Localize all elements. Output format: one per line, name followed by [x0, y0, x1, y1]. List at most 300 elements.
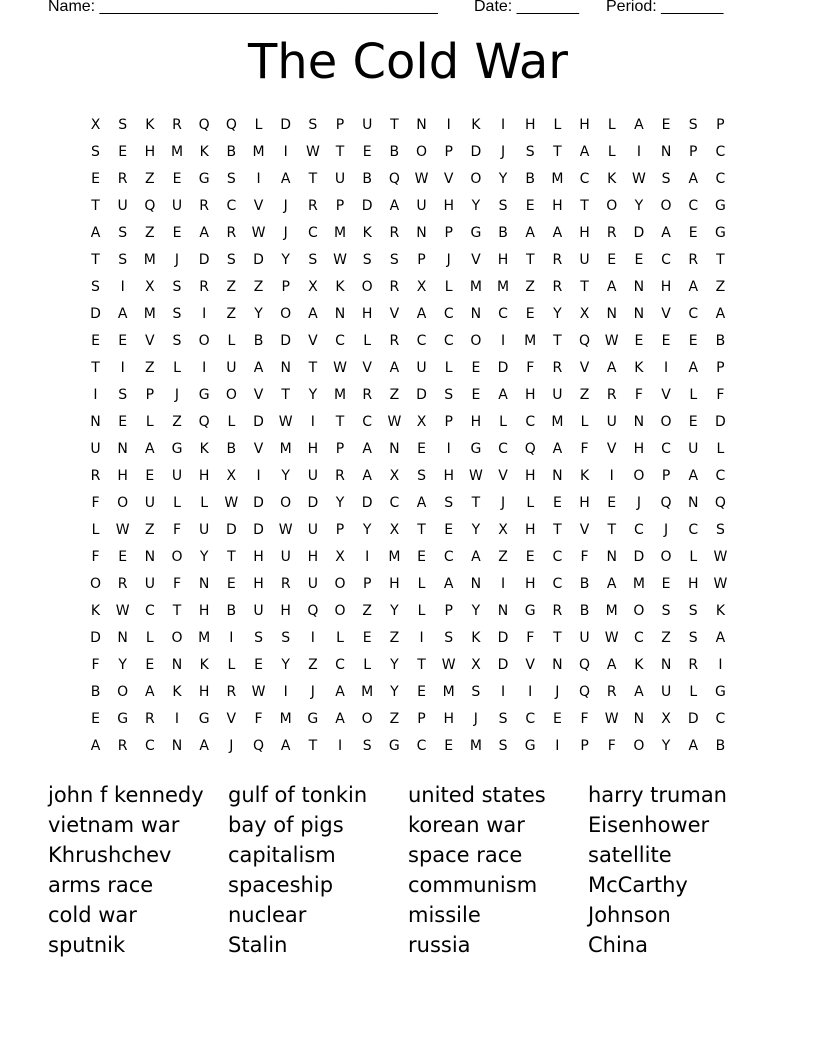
- grid-letter[interactable]: M: [632, 576, 645, 592]
- grid-letter[interactable]: O: [171, 549, 183, 565]
- grid-letter[interactable]: B: [715, 738, 726, 754]
- grid-letter[interactable]: P: [661, 468, 671, 484]
- grid-letter[interactable]: A: [715, 306, 726, 322]
- grid-letter[interactable]: E: [634, 252, 644, 268]
- grid-letter[interactable]: A: [606, 279, 617, 295]
- grid-letter[interactable]: M: [605, 603, 618, 619]
- grid-letter[interactable]: D: [633, 225, 645, 241]
- grid-letter[interactable]: K: [715, 603, 725, 619]
- grid-letter[interactable]: A: [688, 360, 699, 376]
- grid-letter[interactable]: E: [552, 711, 562, 727]
- grid-letter[interactable]: D: [253, 414, 264, 430]
- grid-letter[interactable]: I: [310, 414, 315, 430]
- grid-letter[interactable]: L: [689, 387, 698, 403]
- grid-letter[interactable]: A: [443, 576, 454, 592]
- grid-letter[interactable]: C: [389, 495, 400, 511]
- grid-letter[interactable]: G: [470, 441, 482, 457]
- grid-letter[interactable]: I: [528, 684, 533, 700]
- grid-letter[interactable]: D: [253, 252, 264, 268]
- grid-letter[interactable]: B: [389, 144, 400, 160]
- grid-letter[interactable]: S: [91, 279, 100, 295]
- grid-letter[interactable]: N: [687, 495, 699, 511]
- grid-letter[interactable]: W: [441, 657, 456, 673]
- grid-letter[interactable]: Y: [471, 522, 481, 538]
- grid-letter[interactable]: N: [633, 306, 645, 322]
- grid-letter[interactable]: Y: [281, 252, 290, 268]
- grid-letter[interactable]: N: [633, 279, 645, 295]
- grid-letter[interactable]: W: [278, 414, 293, 430]
- grid-letter[interactable]: J: [500, 144, 506, 160]
- grid-letter[interactable]: O: [606, 198, 618, 214]
- grid-letter[interactable]: C: [498, 441, 508, 457]
- grid-letter[interactable]: H: [280, 603, 291, 619]
- grid-letter[interactable]: Y: [553, 306, 562, 322]
- grid-letter[interactable]: J: [636, 495, 641, 511]
- grid-letter[interactable]: K: [579, 468, 590, 484]
- grid-letter[interactable]: K: [471, 630, 481, 646]
- grid-letter[interactable]: W: [305, 144, 320, 160]
- grid-letter[interactable]: X: [389, 522, 400, 538]
- grid-letter[interactable]: C: [443, 306, 454, 322]
- grid-letter[interactable]: Y: [254, 306, 263, 322]
- grid-letter[interactable]: Y: [661, 738, 671, 754]
- grid-letter[interactable]: D: [253, 495, 264, 511]
- grid-letter[interactable]: S: [91, 144, 100, 160]
- grid-letter[interactable]: S: [389, 252, 399, 268]
- grid-letter[interactable]: U: [280, 549, 291, 565]
- grid-letter[interactable]: E: [471, 360, 481, 376]
- grid-letter[interactable]: W: [713, 549, 728, 565]
- grid-letter[interactable]: L: [363, 657, 372, 673]
- grid-letter[interactable]: L: [145, 414, 154, 430]
- grid-letter[interactable]: N: [198, 576, 210, 592]
- grid-letter[interactable]: Y: [471, 198, 481, 214]
- grid-letter[interactable]: W: [224, 495, 239, 511]
- grid-letter[interactable]: A: [552, 225, 563, 241]
- grid-letter[interactable]: Y: [390, 603, 399, 619]
- grid-letter[interactable]: A: [688, 279, 699, 295]
- grid-letter[interactable]: M: [143, 306, 156, 322]
- grid-letter[interactable]: C: [661, 441, 671, 457]
- grid-letter[interactable]: Z: [145, 360, 155, 376]
- grid-letter[interactable]: T: [308, 171, 318, 187]
- grid-letter[interactable]: N: [552, 468, 563, 484]
- grid-letter[interactable]: J: [446, 252, 451, 268]
- grid-letter[interactable]: S: [118, 387, 128, 403]
- grid-letter[interactable]: O: [225, 387, 237, 403]
- grid-letter[interactable]: A: [661, 225, 671, 241]
- grid-letter[interactable]: H: [198, 684, 210, 700]
- grid-letter[interactable]: V: [606, 441, 617, 457]
- grid-letter[interactable]: R: [226, 225, 237, 241]
- grid-letter[interactable]: S: [172, 306, 182, 322]
- grid-letter[interactable]: X: [416, 279, 427, 295]
- grid-letter[interactable]: S: [688, 117, 698, 133]
- grid-letter[interactable]: Y: [308, 387, 318, 403]
- grid-letter[interactable]: A: [389, 198, 400, 214]
- grid-letter[interactable]: P: [444, 144, 453, 160]
- grid-letter[interactable]: O: [117, 684, 129, 700]
- date-field[interactable]: Date: _______: [474, 0, 579, 15]
- grid-letter[interactable]: M: [497, 279, 510, 295]
- grid-letter[interactable]: K: [199, 144, 209, 160]
- grid-letter[interactable]: L: [417, 576, 426, 592]
- grid-letter[interactable]: R: [335, 468, 345, 484]
- grid-letter[interactable]: G: [198, 711, 210, 727]
- grid-letter[interactable]: A: [606, 576, 617, 592]
- grid-letter[interactable]: H: [198, 603, 210, 619]
- grid-letter[interactable]: T: [580, 279, 589, 295]
- grid-letter[interactable]: S: [498, 738, 508, 754]
- grid-letter[interactable]: G: [117, 711, 129, 727]
- grid-letter[interactable]: I: [500, 117, 506, 133]
- grid-letter[interactable]: V: [253, 198, 264, 214]
- grid-letter[interactable]: R: [389, 225, 400, 241]
- grid-letter[interactable]: P: [417, 252, 426, 268]
- grid-letter[interactable]: P: [281, 279, 290, 295]
- grid-letter[interactable]: S: [444, 495, 454, 511]
- grid-letter[interactable]: A: [498, 387, 508, 403]
- grid-letter[interactable]: B: [226, 144, 237, 160]
- grid-letter[interactable]: L: [363, 333, 372, 349]
- grid-letter[interactable]: U: [579, 252, 590, 268]
- grid-letter[interactable]: S: [661, 603, 671, 619]
- grid-letter[interactable]: Q: [388, 171, 400, 187]
- grid-letter[interactable]: L: [227, 657, 236, 673]
- grid-letter[interactable]: R: [688, 252, 699, 268]
- grid-letter[interactable]: H: [660, 279, 672, 295]
- grid-letter[interactable]: R: [389, 279, 400, 295]
- grid-letter[interactable]: M: [252, 144, 265, 160]
- grid-letter[interactable]: X: [90, 117, 101, 133]
- grid-letter[interactable]: X: [335, 549, 345, 565]
- grid-letter[interactable]: D: [497, 657, 509, 673]
- grid-letter[interactable]: E: [607, 252, 617, 268]
- grid-letter[interactable]: M: [469, 279, 482, 295]
- grid-letter[interactable]: Y: [390, 684, 399, 700]
- grid-letter[interactable]: S: [444, 387, 454, 403]
- grid-letter[interactable]: S: [226, 171, 236, 187]
- grid-letter[interactable]: A: [416, 306, 427, 322]
- grid-letter[interactable]: L: [553, 117, 562, 133]
- grid-letter[interactable]: D: [361, 198, 373, 214]
- grid-letter[interactable]: N: [171, 657, 183, 673]
- grid-letter[interactable]: C: [715, 144, 726, 160]
- grid-letter[interactable]: A: [688, 468, 699, 484]
- grid-letter[interactable]: E: [91, 171, 100, 187]
- grid-letter[interactable]: F: [172, 576, 182, 592]
- grid-letter[interactable]: A: [634, 684, 644, 700]
- grid-letter[interactable]: V: [443, 171, 454, 187]
- grid-letter[interactable]: N: [606, 549, 617, 565]
- grid-letter[interactable]: A: [525, 225, 535, 241]
- grid-letter[interactable]: S: [254, 630, 263, 646]
- grid-letter[interactable]: V: [661, 306, 671, 322]
- grid-letter[interactable]: T: [91, 198, 100, 214]
- grid-letter[interactable]: L: [444, 279, 453, 295]
- grid-letter[interactable]: H: [443, 468, 454, 484]
- grid-letter[interactable]: Y: [362, 522, 372, 538]
- grid-letter[interactable]: E: [661, 117, 671, 133]
- grid-letter[interactable]: L: [716, 441, 725, 457]
- grid-letter[interactable]: E: [362, 630, 372, 646]
- grid-letter[interactable]: R: [90, 468, 101, 484]
- grid-letter[interactable]: K: [634, 657, 644, 673]
- grid-letter[interactable]: L: [417, 603, 426, 619]
- grid-letter[interactable]: K: [172, 684, 182, 700]
- grid-letter[interactable]: N: [334, 306, 346, 322]
- grid-letter[interactable]: L: [173, 495, 181, 511]
- grid-letter[interactable]: V: [362, 360, 372, 376]
- grid-letter[interactable]: Q: [198, 117, 210, 133]
- grid-letter[interactable]: V: [471, 252, 481, 268]
- grid-letter[interactable]: A: [117, 306, 128, 322]
- grid-letter[interactable]: X: [498, 522, 508, 538]
- grid-letter[interactable]: S: [172, 279, 182, 295]
- grid-letter[interactable]: B: [226, 441, 237, 457]
- grid-letter[interactable]: V: [253, 387, 264, 403]
- grid-letter[interactable]: A: [280, 171, 291, 187]
- grid-letter[interactable]: P: [335, 117, 345, 133]
- grid-letter[interactable]: I: [120, 360, 125, 376]
- grid-letter[interactable]: U: [606, 414, 617, 430]
- grid-letter[interactable]: I: [174, 711, 180, 727]
- name-field[interactable]: Name: ______________________________________: [48, 0, 438, 15]
- grid-letter[interactable]: P: [580, 738, 589, 754]
- grid-letter[interactable]: R: [552, 603, 563, 619]
- grid-letter[interactable]: C: [634, 630, 644, 646]
- grid-letter[interactable]: X: [416, 414, 427, 430]
- grid-letter[interactable]: U: [362, 117, 373, 133]
- grid-letter[interactable]: U: [307, 468, 318, 484]
- grid-letter[interactable]: W: [251, 225, 266, 241]
- grid-letter[interactable]: S: [471, 684, 481, 700]
- grid-letter[interactable]: Q: [144, 198, 156, 214]
- grid-letter[interactable]: N: [497, 603, 509, 619]
- grid-letter[interactable]: R: [226, 684, 237, 700]
- grid-letter[interactable]: Z: [389, 387, 400, 403]
- grid-letter[interactable]: M: [551, 414, 564, 430]
- grid-letter[interactable]: F: [580, 549, 589, 565]
- grid-letter[interactable]: A: [606, 360, 617, 376]
- grid-letter[interactable]: Q: [253, 738, 265, 754]
- grid-letter[interactable]: H: [633, 441, 645, 457]
- grid-letter[interactable]: A: [253, 360, 264, 376]
- grid-letter[interactable]: H: [253, 576, 264, 592]
- grid-letter[interactable]: A: [199, 225, 209, 241]
- grid-letter[interactable]: M: [442, 684, 455, 700]
- grid-letter[interactable]: L: [200, 495, 209, 511]
- grid-letter[interactable]: W: [278, 522, 293, 538]
- grid-letter[interactable]: N: [660, 657, 672, 673]
- grid-letter[interactable]: F: [172, 522, 182, 538]
- grid-letter[interactable]: L: [607, 144, 616, 160]
- grid-letter[interactable]: Y: [498, 171, 508, 187]
- grid-letter[interactable]: M: [469, 738, 482, 754]
- grid-letter[interactable]: W: [604, 711, 619, 727]
- grid-letter[interactable]: Q: [714, 495, 726, 511]
- grid-letter[interactable]: H: [307, 549, 319, 565]
- grid-letter[interactable]: N: [633, 711, 645, 727]
- grid-letter[interactable]: E: [688, 414, 698, 430]
- grid-letter[interactable]: Y: [471, 603, 481, 619]
- grid-letter[interactable]: O: [280, 306, 292, 322]
- grid-letter[interactable]: A: [145, 684, 155, 700]
- grid-letter[interactable]: Z: [579, 387, 590, 403]
- grid-letter[interactable]: S: [226, 252, 236, 268]
- grid-letter[interactable]: D: [715, 414, 726, 430]
- grid-letter[interactable]: W: [115, 522, 130, 538]
- grid-letter[interactable]: N: [280, 360, 291, 376]
- grid-letter[interactable]: D: [90, 306, 101, 322]
- grid-letter[interactable]: G: [714, 684, 726, 700]
- grid-letter[interactable]: U: [171, 468, 183, 484]
- grid-letter[interactable]: R: [172, 117, 182, 133]
- grid-letter[interactable]: O: [660, 549, 672, 565]
- grid-letter[interactable]: O: [633, 468, 645, 484]
- grid-letter[interactable]: K: [199, 657, 209, 673]
- grid-letter[interactable]: B: [90, 684, 101, 700]
- grid-letter[interactable]: W: [631, 171, 646, 187]
- grid-letter[interactable]: D: [633, 549, 645, 565]
- grid-letter[interactable]: A: [335, 684, 345, 700]
- grid-letter[interactable]: G: [388, 738, 400, 754]
- grid-letter[interactable]: N: [606, 306, 617, 322]
- grid-letter[interactable]: L: [254, 117, 263, 133]
- grid-letter[interactable]: L: [227, 333, 236, 349]
- grid-letter[interactable]: I: [202, 360, 207, 376]
- grid-letter[interactable]: R: [199, 198, 210, 214]
- grid-letter[interactable]: E: [607, 495, 617, 511]
- grid-letter[interactable]: C: [226, 198, 237, 214]
- grid-letter[interactable]: K: [199, 441, 209, 457]
- grid-letter[interactable]: S: [715, 522, 725, 538]
- grid-letter[interactable]: E: [254, 657, 263, 673]
- grid-letter[interactable]: W: [414, 171, 429, 187]
- grid-letter[interactable]: S: [688, 603, 698, 619]
- grid-letter[interactable]: S: [498, 711, 508, 727]
- grid-letter[interactable]: M: [333, 225, 347, 241]
- grid-letter[interactable]: M: [388, 549, 401, 565]
- grid-letter[interactable]: S: [362, 252, 372, 268]
- grid-letter[interactable]: T: [335, 144, 345, 160]
- grid-letter[interactable]: I: [256, 171, 261, 187]
- grid-letter[interactable]: P: [335, 522, 345, 538]
- grid-letter[interactable]: R: [552, 360, 563, 376]
- grid-letter[interactable]: M: [279, 711, 292, 727]
- grid-letter[interactable]: C: [144, 603, 155, 619]
- grid-letter[interactable]: F: [526, 630, 535, 646]
- grid-letter[interactable]: W: [604, 630, 619, 646]
- grid-letter[interactable]: H: [524, 522, 536, 538]
- grid-letter[interactable]: A: [715, 630, 726, 646]
- grid-letter[interactable]: I: [446, 441, 451, 457]
- grid-letter[interactable]: T: [607, 522, 616, 538]
- grid-letter[interactable]: T: [417, 657, 426, 673]
- grid-letter[interactable]: U: [416, 198, 427, 214]
- grid-letter[interactable]: U: [226, 360, 237, 376]
- grid-letter[interactable]: T: [553, 522, 562, 538]
- grid-letter[interactable]: N: [144, 549, 156, 565]
- grid-letter[interactable]: I: [283, 684, 288, 700]
- grid-letter[interactable]: E: [444, 522, 454, 538]
- grid-letter[interactable]: E: [688, 225, 698, 241]
- grid-letter[interactable]: T: [281, 387, 290, 403]
- grid-letter[interactable]: A: [579, 144, 590, 160]
- grid-letter[interactable]: H: [687, 576, 699, 592]
- grid-letter[interactable]: I: [555, 738, 560, 754]
- grid-letter[interactable]: H: [253, 549, 264, 565]
- grid-letter[interactable]: J: [663, 522, 669, 538]
- grid-letter[interactable]: E: [525, 549, 535, 565]
- grid-letter[interactable]: Q: [225, 117, 237, 133]
- grid-letter[interactable]: Y: [118, 657, 127, 673]
- grid-letter[interactable]: X: [661, 711, 671, 727]
- grid-letter[interactable]: F: [526, 360, 535, 376]
- grid-letter[interactable]: I: [718, 657, 723, 673]
- grid-letter[interactable]: R: [552, 252, 563, 268]
- grid-letter[interactable]: L: [526, 495, 535, 511]
- grid-letter[interactable]: J: [229, 738, 234, 754]
- grid-letter[interactable]: L: [607, 117, 616, 133]
- grid-letter[interactable]: T: [227, 549, 236, 565]
- grid-letter[interactable]: R: [362, 387, 373, 403]
- grid-letter[interactable]: O: [198, 333, 210, 349]
- grid-letter[interactable]: U: [144, 576, 155, 592]
- grid-letter[interactable]: N: [552, 657, 563, 673]
- grid-letter[interactable]: O: [280, 495, 292, 511]
- grid-letter[interactable]: Y: [281, 657, 290, 673]
- grid-letter[interactable]: A: [362, 441, 372, 457]
- grid-letter[interactable]: A: [688, 171, 699, 187]
- grid-letter[interactable]: C: [715, 468, 726, 484]
- grid-letter[interactable]: P: [689, 144, 698, 160]
- grid-letter[interactable]: L: [689, 549, 698, 565]
- grid-letter[interactable]: Y: [199, 549, 209, 565]
- grid-letter[interactable]: G: [198, 171, 210, 187]
- grid-letter[interactable]: S: [172, 333, 182, 349]
- grid-letter[interactable]: N: [389, 441, 400, 457]
- grid-letter[interactable]: Q: [660, 495, 672, 511]
- grid-letter[interactable]: B: [498, 225, 508, 241]
- grid-letter[interactable]: C: [443, 549, 454, 565]
- grid-letter[interactable]: P: [145, 387, 155, 403]
- grid-letter[interactable]: F: [91, 549, 100, 565]
- grid-letter[interactable]: W: [713, 576, 728, 592]
- grid-letter[interactable]: C: [579, 171, 590, 187]
- grid-letter[interactable]: J: [500, 495, 506, 511]
- grid-letter[interactable]: X: [579, 306, 590, 322]
- grid-letter[interactable]: R: [606, 684, 617, 700]
- grid-letter[interactable]: M: [524, 333, 537, 349]
- grid-letter[interactable]: E: [525, 198, 535, 214]
- grid-letter[interactable]: V: [389, 306, 400, 322]
- grid-letter[interactable]: P: [335, 198, 345, 214]
- grid-letter[interactable]: Y: [634, 198, 644, 214]
- grid-letter[interactable]: J: [473, 711, 478, 727]
- grid-letter[interactable]: S: [118, 252, 128, 268]
- grid-letter[interactable]: W: [251, 684, 266, 700]
- grid-letter[interactable]: D: [90, 630, 101, 646]
- grid-letter[interactable]: I: [500, 576, 506, 592]
- grid-letter[interactable]: T: [553, 144, 562, 160]
- grid-letter[interactable]: V: [661, 387, 671, 403]
- grid-letter[interactable]: T: [172, 603, 182, 619]
- grid-letter[interactable]: O: [361, 711, 373, 727]
- grid-letter[interactable]: E: [661, 576, 671, 592]
- grid-letter[interactable]: Z: [362, 603, 372, 619]
- grid-letter[interactable]: X: [145, 279, 155, 295]
